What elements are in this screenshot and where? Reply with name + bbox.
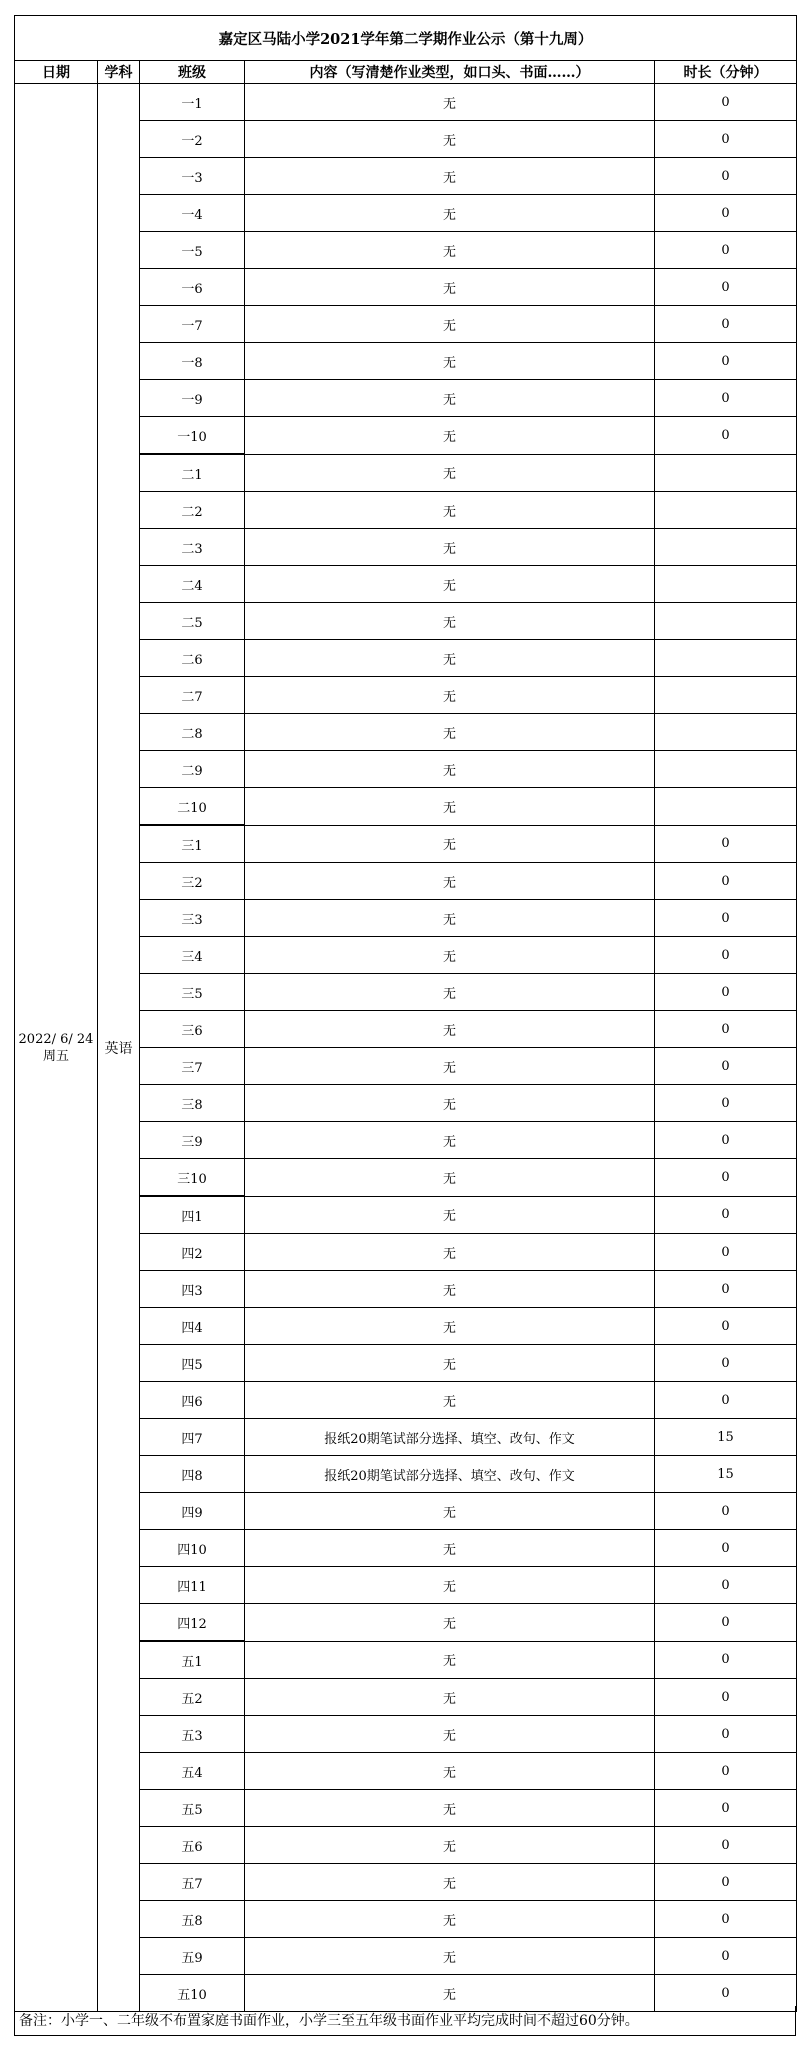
duration-cell: 0: [655, 158, 797, 195]
duration-cell: 0: [655, 974, 797, 1011]
header-duration: 时长（分钟）: [655, 61, 797, 84]
content-cell: 无: [245, 417, 655, 455]
duration-cell: 0: [655, 1938, 797, 1975]
duration-cell: [655, 714, 797, 751]
class-cell: 一4: [140, 195, 245, 232]
class-cell: 二1: [140, 454, 245, 492]
class-cell: 四7: [140, 1419, 245, 1456]
class-cell: 五4: [140, 1753, 245, 1790]
duration-cell: 0: [655, 1530, 797, 1567]
date-text: 2022/ 6/ 24: [18, 1031, 94, 1047]
content-cell: 无: [245, 677, 655, 714]
content-cell: 无: [245, 974, 655, 1011]
duration-cell: 0: [655, 121, 797, 158]
class-cell: 四3: [140, 1271, 245, 1308]
class-cell: 二4: [140, 566, 245, 603]
class-cell: 一6: [140, 269, 245, 306]
content-cell: 无: [245, 454, 655, 492]
class-cell: 三8: [140, 1085, 245, 1122]
class-cell: 五1: [140, 1641, 245, 1679]
duration-cell: 0: [655, 1048, 797, 1085]
class-cell: 五3: [140, 1716, 245, 1753]
title-row: [15, 16, 797, 61]
duration-cell: 0: [655, 825, 797, 863]
class-cell: 三9: [140, 1122, 245, 1159]
content-cell: 无: [245, 863, 655, 900]
content-cell: 无: [245, 1753, 655, 1790]
date-cell: [15, 84, 98, 2012]
content-cell: 无: [245, 1122, 655, 1159]
duration-cell: 0: [655, 900, 797, 937]
class-cell: 三2: [140, 863, 245, 900]
content-cell: 无: [245, 900, 655, 937]
class-cell: 四11: [140, 1567, 245, 1604]
duration-cell: [655, 529, 797, 566]
content-cell: 无: [245, 1159, 655, 1197]
content-cell: 无: [245, 1790, 655, 1827]
duration-cell: 0: [655, 1159, 797, 1197]
class-cell: 二10: [140, 788, 245, 826]
class-cell: 三5: [140, 974, 245, 1011]
content-cell: 无: [245, 937, 655, 974]
content-cell: 无: [245, 751, 655, 788]
duration-cell: 0: [655, 1196, 797, 1234]
class-cell: 五7: [140, 1864, 245, 1901]
content-cell: 无: [245, 603, 655, 640]
duration-cell: 0: [655, 1493, 797, 1530]
duration-cell: 0: [655, 1901, 797, 1938]
content-cell: 无: [245, 1567, 655, 1604]
duration-cell: [655, 751, 797, 788]
content-cell: 无: [245, 529, 655, 566]
class-cell: 三3: [140, 900, 245, 937]
header-row: [15, 61, 797, 84]
duration-cell: 0: [655, 1308, 797, 1345]
class-cell: 一2: [140, 121, 245, 158]
class-cell: 一8: [140, 343, 245, 380]
duration-cell: 15: [655, 1456, 797, 1493]
footnote: 备注：小学一、二年级不布置家庭书面作业，小学三至五年级书面作业平均完成时间不超过60分钟。: [14, 2006, 796, 2036]
content-cell: 无: [245, 1308, 655, 1345]
content-cell: 无: [245, 714, 655, 751]
duration-cell: [655, 640, 797, 677]
class-cell: 一10: [140, 417, 245, 455]
duration-cell: 0: [655, 1234, 797, 1271]
content-cell: 无: [245, 1641, 655, 1679]
class-cell: 五10: [140, 1975, 245, 2012]
class-cell: 五6: [140, 1827, 245, 1864]
weekday-text: 周五: [42, 1048, 69, 1064]
page-title: 嘉定区马陆小学2021学年第二学期作业公示（第十九周）: [15, 16, 797, 61]
duration-cell: 0: [655, 84, 797, 121]
class-cell: 四4: [140, 1308, 245, 1345]
duration-cell: 0: [655, 269, 797, 306]
table-row: [15, 84, 797, 121]
duration-cell: 0: [655, 1011, 797, 1048]
class-cell: 二6: [140, 640, 245, 677]
content-cell: 无: [245, 1901, 655, 1938]
content-cell: 无: [245, 1234, 655, 1271]
homework-sheet: [14, 15, 796, 2012]
content-cell: 无: [245, 1196, 655, 1234]
duration-cell: 0: [655, 1827, 797, 1864]
duration-cell: 0: [655, 1604, 797, 1642]
class-cell: 四5: [140, 1345, 245, 1382]
content-cell: 无: [245, 1085, 655, 1122]
class-cell: 三1: [140, 825, 245, 863]
content-cell: 无: [245, 1271, 655, 1308]
content-cell: 无: [245, 1604, 655, 1642]
table-body: [15, 84, 797, 2012]
duration-cell: 0: [655, 343, 797, 380]
class-cell: 二8: [140, 714, 245, 751]
content-cell: 无: [245, 1827, 655, 1864]
header-class: 班级: [140, 61, 245, 84]
subject-cell: 英语: [98, 84, 140, 2012]
header-content: 内容（写清楚作业类型，如口头、书面……）: [245, 61, 655, 84]
class-cell: 三10: [140, 1159, 245, 1197]
content-cell: 无: [245, 306, 655, 343]
content-cell: 无: [245, 1345, 655, 1382]
duration-cell: 0: [655, 1716, 797, 1753]
duration-cell: 0: [655, 306, 797, 343]
content-cell: 无: [245, 825, 655, 863]
class-cell: 二3: [140, 529, 245, 566]
content-cell: 无: [245, 1382, 655, 1419]
homework-table: [14, 15, 797, 2012]
duration-cell: 15: [655, 1419, 797, 1456]
class-cell: 一1: [140, 84, 245, 121]
content-cell: 无: [245, 1679, 655, 1716]
class-cell: 二2: [140, 492, 245, 529]
class-cell: 四12: [140, 1604, 245, 1642]
header-date: 日期: [15, 61, 98, 84]
content-cell: 无: [245, 1493, 655, 1530]
class-cell: 四8: [140, 1456, 245, 1493]
duration-cell: 0: [655, 1864, 797, 1901]
class-cell: 三7: [140, 1048, 245, 1085]
duration-cell: [655, 566, 797, 603]
content-cell: 无: [245, 788, 655, 826]
duration-cell: 0: [655, 1753, 797, 1790]
content-cell: 无: [245, 1048, 655, 1085]
content-cell: 无: [245, 195, 655, 232]
content-cell: 无: [245, 1864, 655, 1901]
duration-cell: 0: [655, 1345, 797, 1382]
content-cell: 无: [245, 343, 655, 380]
content-cell: 无: [245, 1011, 655, 1048]
class-cell: 五2: [140, 1679, 245, 1716]
content-cell: 无: [245, 1975, 655, 2012]
content-cell: 无: [245, 158, 655, 195]
header-subject: 学科: [98, 61, 140, 84]
duration-cell: 0: [655, 1975, 797, 2012]
class-cell: 一3: [140, 158, 245, 195]
duration-cell: 0: [655, 195, 797, 232]
class-cell: 四6: [140, 1382, 245, 1419]
duration-cell: 0: [655, 937, 797, 974]
duration-cell: 0: [655, 1790, 797, 1827]
duration-cell: 0: [655, 232, 797, 269]
class-cell: 三6: [140, 1011, 245, 1048]
content-cell: 报纸20期笔试部分选择、填空、改句、作文: [245, 1419, 655, 1456]
duration-cell: [655, 492, 797, 529]
duration-cell: 0: [655, 1122, 797, 1159]
content-cell: 无: [245, 640, 655, 677]
class-cell: 五9: [140, 1938, 245, 1975]
class-cell: 五8: [140, 1901, 245, 1938]
duration-cell: 0: [655, 1085, 797, 1122]
content-cell: 无: [245, 1716, 655, 1753]
duration-cell: [655, 788, 797, 826]
duration-cell: 0: [655, 1679, 797, 1716]
duration-cell: 0: [655, 1641, 797, 1679]
duration-cell: [655, 677, 797, 714]
content-cell: 无: [245, 84, 655, 121]
class-cell: 四1: [140, 1196, 245, 1234]
class-cell: 一5: [140, 232, 245, 269]
class-cell: 二5: [140, 603, 245, 640]
class-cell: 四9: [140, 1493, 245, 1530]
duration-cell: 0: [655, 1271, 797, 1308]
content-cell: 无: [245, 566, 655, 603]
duration-cell: [655, 454, 797, 492]
class-cell: 四10: [140, 1530, 245, 1567]
class-cell: 二9: [140, 751, 245, 788]
content-cell: 无: [245, 121, 655, 158]
class-cell: 五5: [140, 1790, 245, 1827]
content-cell: 无: [245, 232, 655, 269]
class-cell: 一9: [140, 380, 245, 417]
content-cell: 无: [245, 492, 655, 529]
duration-cell: 0: [655, 1567, 797, 1604]
duration-cell: 0: [655, 1382, 797, 1419]
content-cell: 无: [245, 380, 655, 417]
content-cell: 无: [245, 1938, 655, 1975]
duration-cell: [655, 603, 797, 640]
class-cell: 二7: [140, 677, 245, 714]
class-cell: 四2: [140, 1234, 245, 1271]
class-cell: 三4: [140, 937, 245, 974]
content-cell: 无: [245, 269, 655, 306]
content-cell: 报纸20期笔试部分选择、填空、改句、作文: [245, 1456, 655, 1493]
content-cell: 无: [245, 1530, 655, 1567]
duration-cell: 0: [655, 380, 797, 417]
duration-cell: 0: [655, 417, 797, 455]
duration-cell: 0: [655, 863, 797, 900]
class-cell: 一7: [140, 306, 245, 343]
